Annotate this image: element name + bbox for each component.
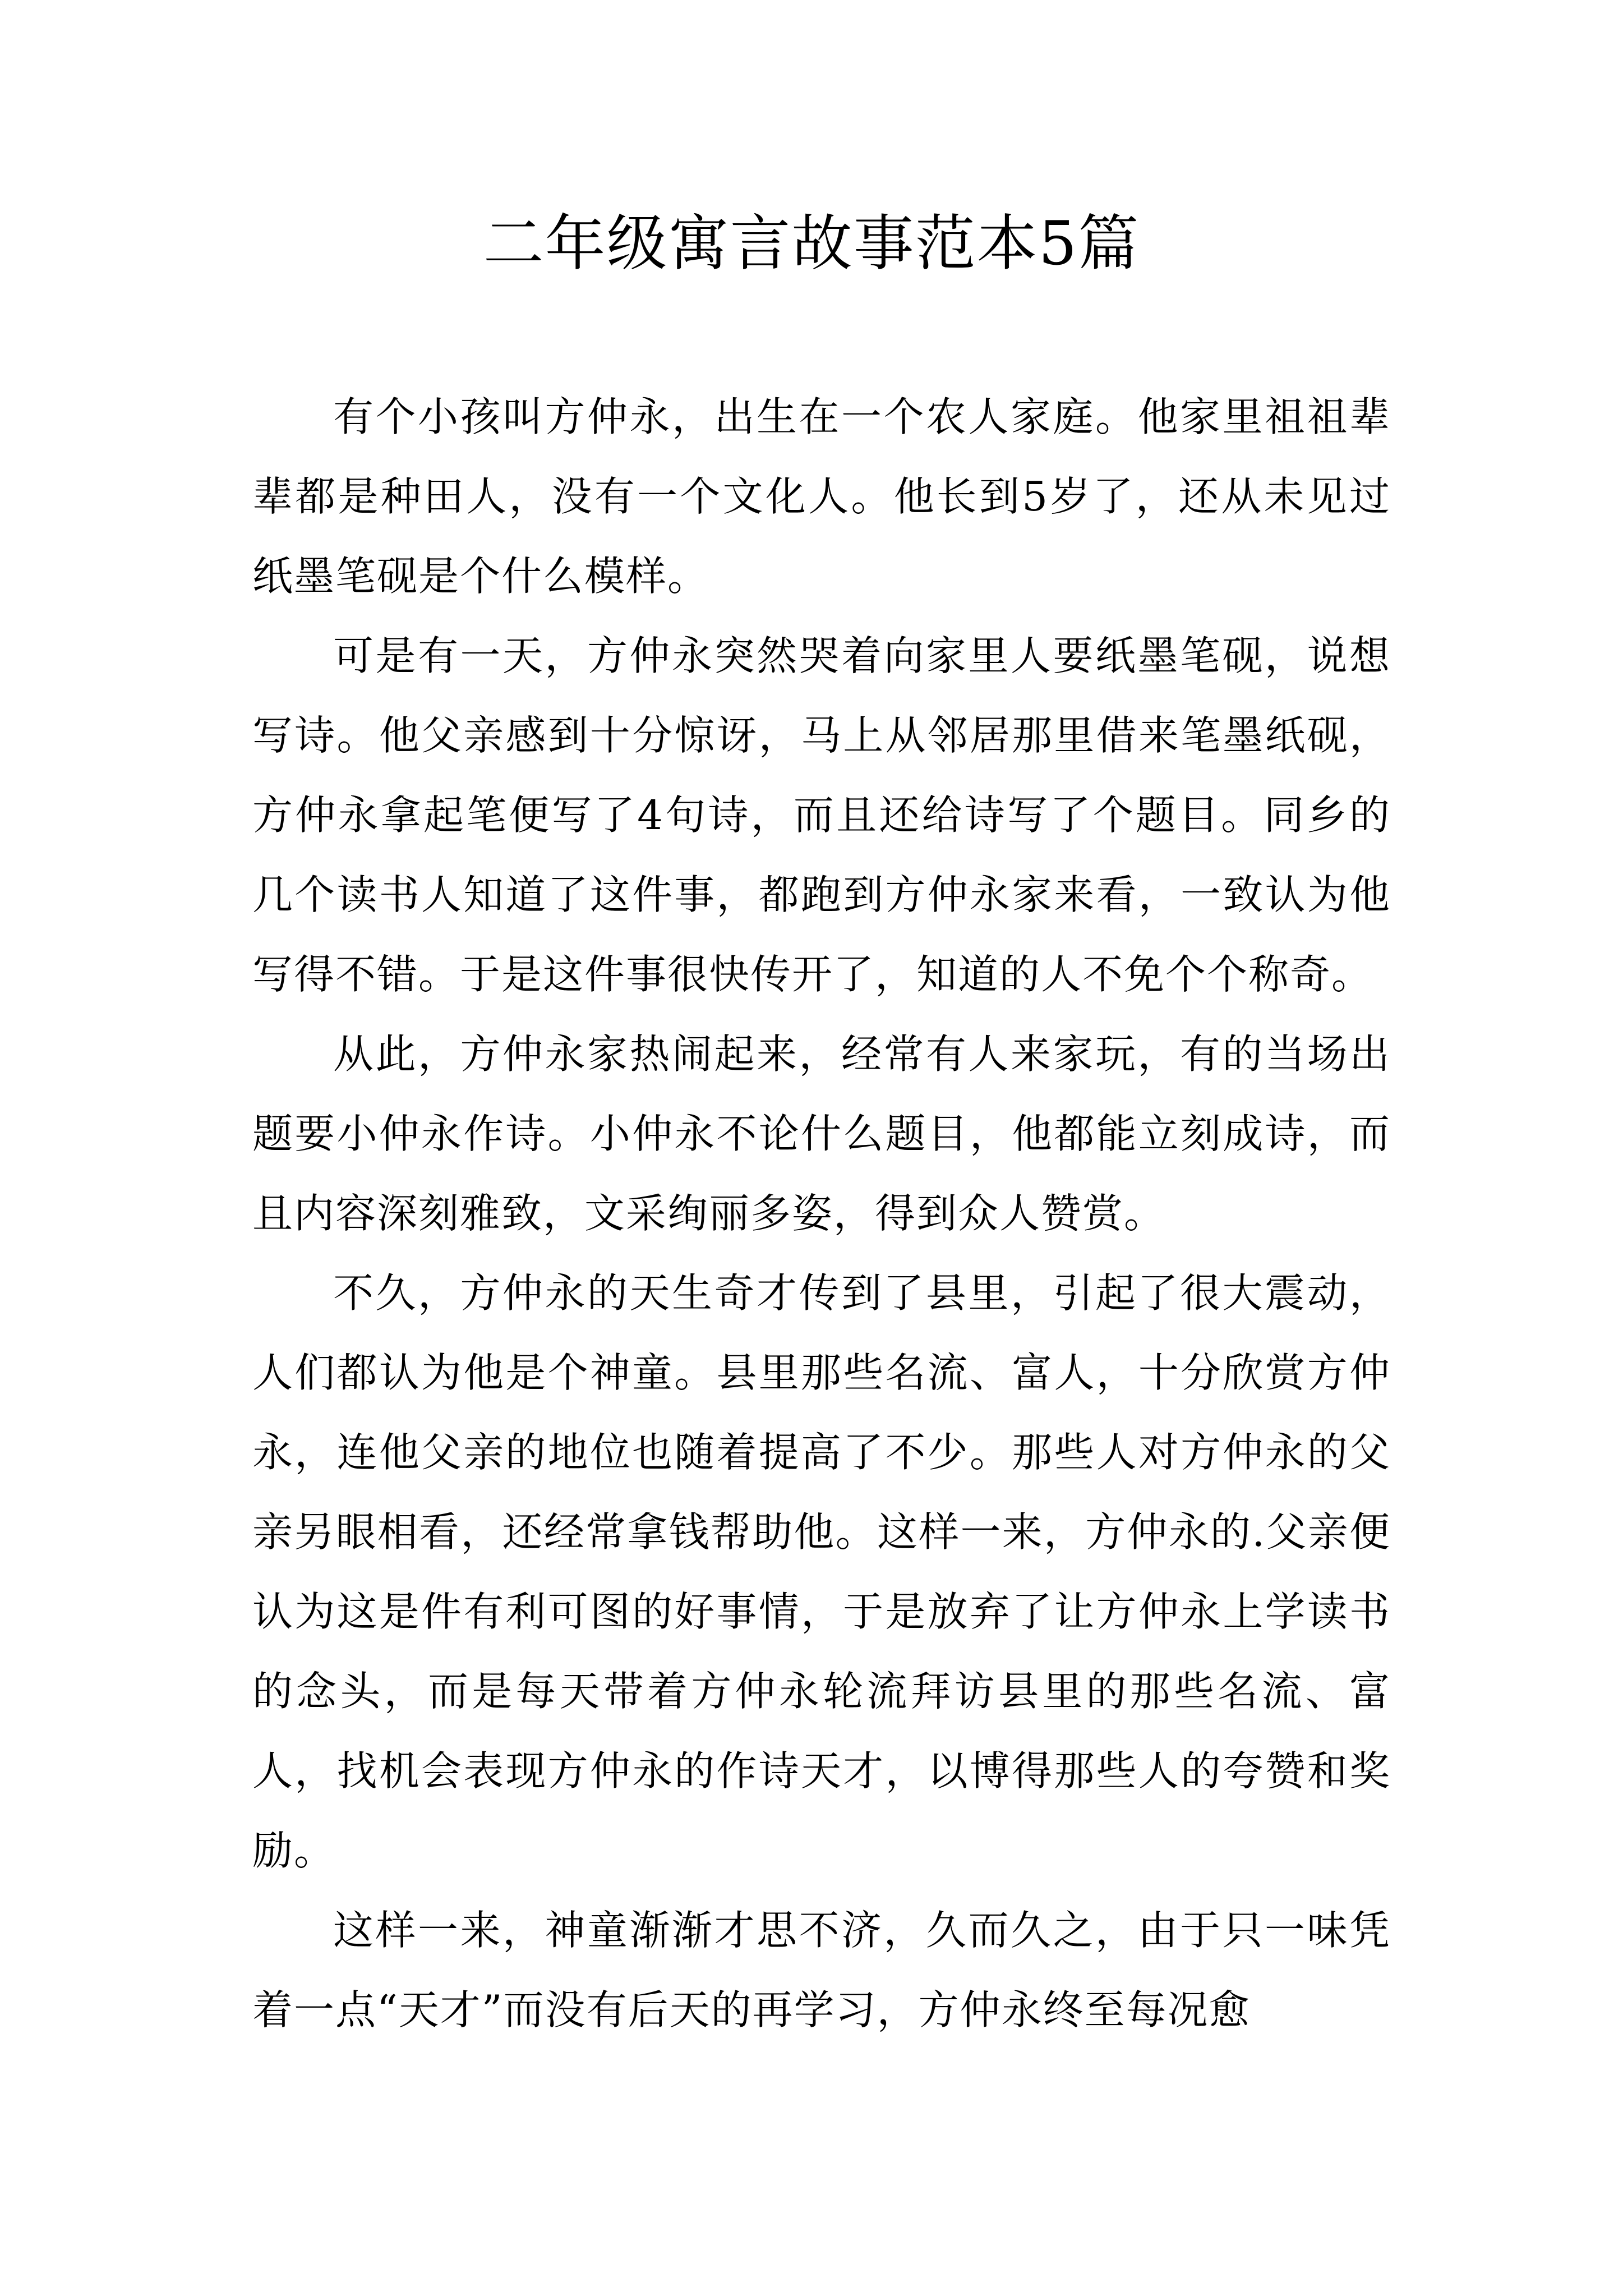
document-body [252,377,1391,2050]
paragraph-4: 不久，方仲永的天生奇才传到了县里，引起了很大震动，人们都认为他是个神童。县里那些名流、富人，十分欣赏方仲永，连他父亲的地位也随着提高了不少。那些人对方仲永的父亲另眼相看，还经常拿钱帮助他。这样一来，方仲永的.父亲便认为这是件有利可图的好事情，于是放弃了让方仲永上学读书的念头，而是每天带着方仲永轮流拜访县里的那些名流、富人，找机会表现方仲永的作诗天才，以博得那些人的夸赞和奖励。 [252,1269,1391,1874]
document-title: 二年级寓言故事范本5篇 [483,209,1140,279]
paragraph-1: 有个小孩叫方仲永，出生在一个农人家庭。他家里祖祖辈辈都是种田人，没有一个文化人。他长到5岁了，还从未见过纸墨笔砚是个什么模样。 [252,393,1391,600]
paragraph-3: 从此，方仲永家热闹起来，经常有人来家玩，有的当场出题要小仲永作诗。小仲永不论什么题目，他都能立刻成诗，而且内容深刻雅致，文采绚丽多姿，得到众人赞赏。 [252,1030,1391,1237]
paragraph-2: 可是有一天，方仲永突然哭着向家里人要纸墨笔砚，说想写诗。他父亲感到十分惊讶，马上从邻居那里借来笔墨纸砚，方仲永拿起笔便写了4句诗，而且还给诗写了个题目。同乡的几个读书人知道了这件事，都跑到方仲永家来看，一致认为他写得不错。于是这件事很快传开了，知道的人不免个个称奇。 [252,632,1391,998]
paragraph-5: 这样一来，神童渐渐才思不济，久而久之，由于只一味凭着一点“天才”而没有后天的再学习，方仲永终至每况愈 [252,1907,1391,2033]
